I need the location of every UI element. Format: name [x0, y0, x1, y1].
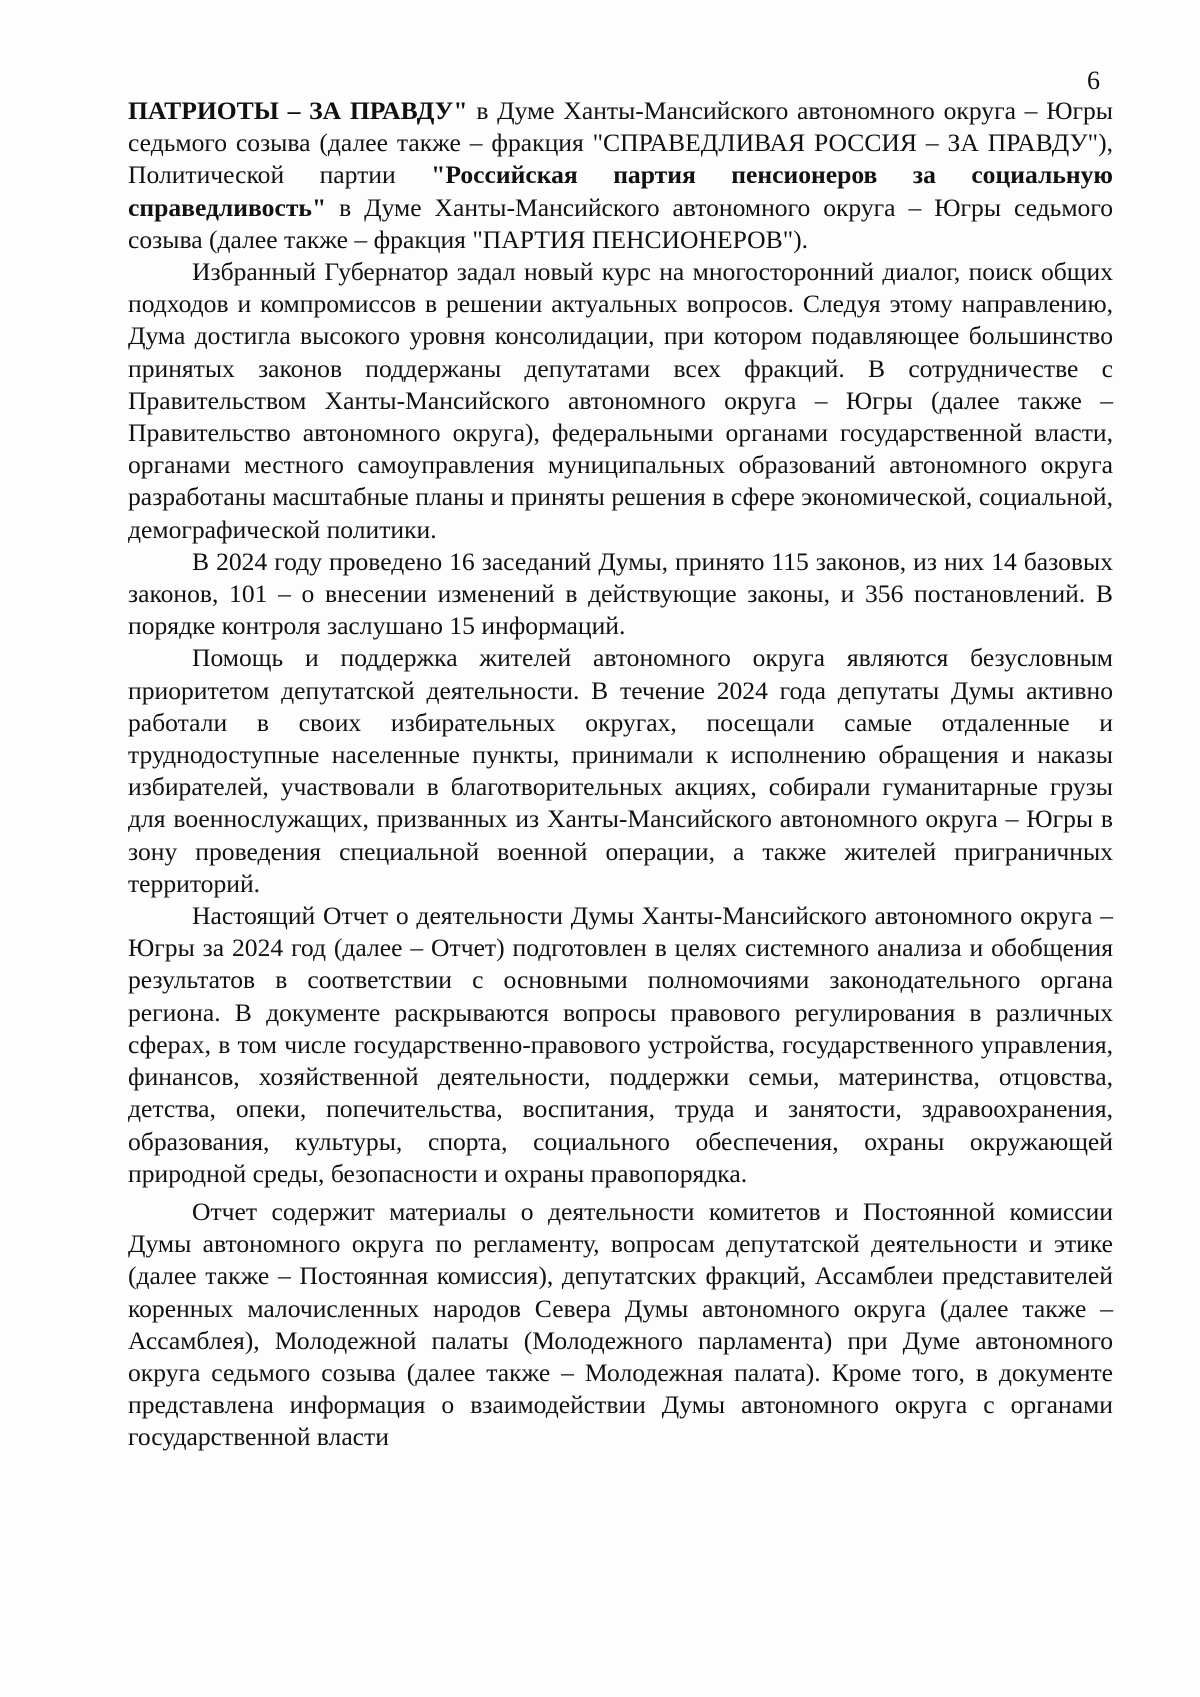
party-name-bold: "Российская партия пенсионеров за социальную справедливость": [128, 160, 1113, 222]
paragraph-statistics: В 2024 году проведено 16 заседаний Думы, принято 115 законов, из них 14 базовых законов, 101 – о внесении изменений в действующие законы, и 356 постановлений. В порядке контроля заслушано 15 информаций.: [128, 546, 1113, 641]
paragraph-text: в Думе Ханты-Мансийского автономного округа – Югры седьмого созыва (далее также – фракция "СПРАВЕДЛИВАЯ РОССИЯ – ЗА ПРАВДУ"), Политической партии: [128, 96, 1113, 190]
paragraph-report-purpose: Настоящий Отчет о деятельности Думы Ханты-Мансийского автономного округа – Югры за 2024 год (далее – Отчет) подготовлен в целях системного анализа и обобщения результатов в соответствии с основными полномочиями законодательного органа региона. В документе раскрываются вопросы правового регулирования в различных сферах, в том числе государственно-правового устройства, государственного управления, финансов, хозяйственной деятельности, поддержки семьи, материнства, отцовства, детства, опеки, попечительства, воспитания, труда и занятости, здравоохранения, образования, культуры, спорта, социального обеспечения, охраны окружающей природной среды, безопасности и охраны правопорядка.: [128, 901, 1113, 1188]
document-body: [128, 95, 1113, 1454]
faction-name-bold: ПАТРИОТЫ – ЗА ПРАВДУ": [128, 96, 468, 125]
paragraph-support: Помощь и поддержка жителей автономного округа являются безусловным приоритетом депутатской деятельности. В течение 2024 года депутаты Думы активно работали в своих избирательных округах, посещали самые отдаленные и труднодоступные населенные пункты, принимали к исполнению обращения и наказы избирателей, участвовали в благотворительных акциях, собирали гуманитарные грузы для военнослужащих, призванных из Ханты-Мансийского автономного округа – Югры в зону проведения специальной военной операции, а также жителей приграничных территорий.: [128, 643, 1113, 898]
paragraph-text: в Думе Ханты-Мансийского автономного округа – Югры седьмого созыва (далее также – фракция "ПАРТИЯ ПЕНСИОНЕРОВ").: [128, 192, 1113, 254]
paragraph-report-contents: Отчет содержит материалы о деятельности комитетов и Постоянной комиссии Думы автономного округа по регламенту, вопросам депутатской деятельности и этике (далее также – Постоянная комиссия), депутатских фракций, Ассамблеи представителей коренных малочисленных народов Севера Думы автономного округа (далее также – Ассамблея), Молодежной палаты (Молодежного парламента) при Думе автономного округа седьмого созыва (далее также – Молодежная палата). Кроме того, в документе представлена информация о взаимодействии Думы автономного округа с органами государственной власти: [128, 1196, 1113, 1452]
paragraph-factions: [128, 95, 1113, 256]
page-number: 6: [1087, 66, 1100, 95]
paragraph-governor: Избранный Губернатор задал новый курс на многосторонний диалог, поиск общих подходов и компромиссов в решении актуальных вопросов. Следуя этому направлению, Дума достигла высокого уровня консолидации, при котором подавляющее большинство принятых законов поддержаны депутатами всех фракций. В сотрудничестве с Правительством Ханты-Мансийского автономного округа – Югры (далее также – Правительство автономного округа), федеральными органами государственной власти, органами местного самоуправления муниципальных образований автономного округа разработаны масштабные планы и приняты решения в сфере экономической, социальной, демографической политики.: [128, 257, 1113, 544]
